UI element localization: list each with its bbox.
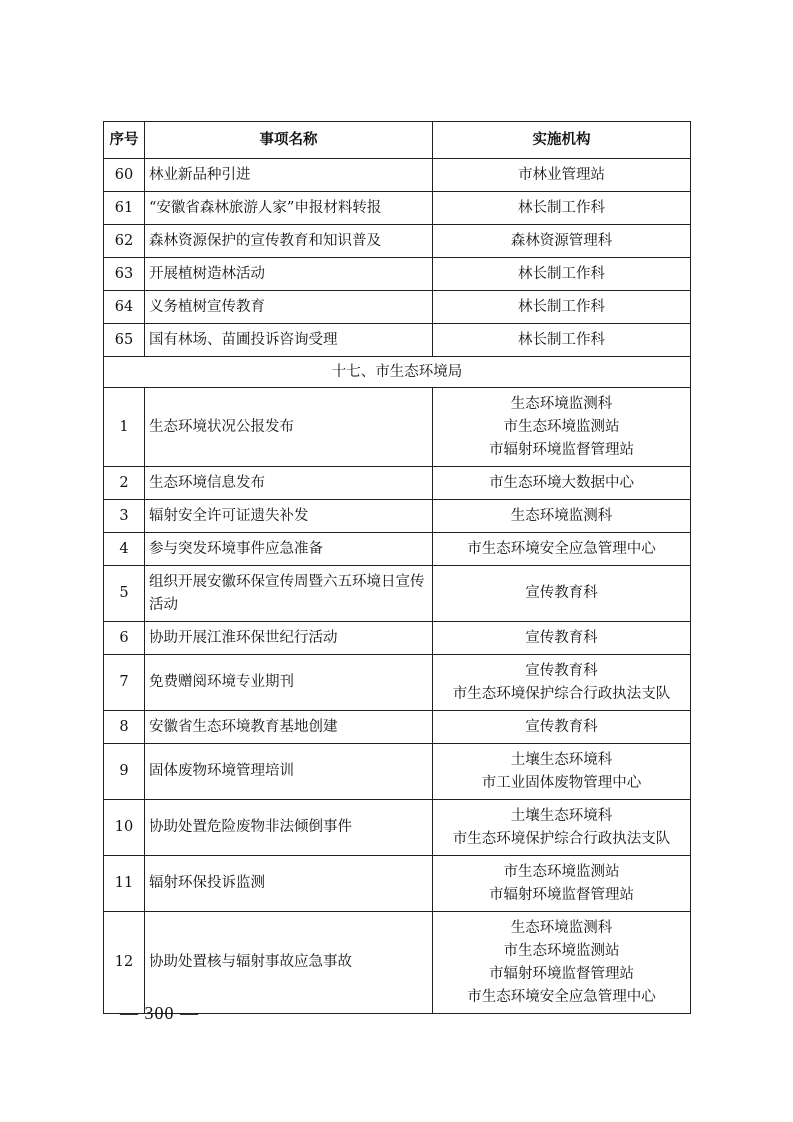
- agency-line: 市林业管理站: [518, 166, 605, 183]
- row-agency: [433, 744, 691, 800]
- row-item-name: 组织开展安徽环保宣传周暨六五环境日宣传活动: [145, 566, 433, 622]
- row-item-name: “安徽省森林旅游人家”申报材料转报: [145, 192, 433, 225]
- row-number: 7: [104, 655, 145, 711]
- row-agency: [433, 258, 691, 291]
- agency-line: 市生态环境监测站: [503, 942, 620, 959]
- row-agency: [433, 291, 691, 324]
- table-row: [104, 711, 691, 744]
- row-agency: [433, 192, 691, 225]
- row-number: 6: [104, 622, 145, 655]
- row-item-name: 国有林场、苗圃投诉咨询受理: [145, 324, 433, 357]
- row-item-name: 义务植树宣传教育: [145, 291, 433, 324]
- agency-line: 宣传教育科: [525, 662, 598, 679]
- table-row: [104, 291, 691, 324]
- table-body-bottom: [104, 388, 691, 1014]
- row-item-name: 免费赠阅环境专业期刊: [145, 655, 433, 711]
- table-row: [104, 159, 691, 192]
- agency-line: 林长制工作科: [518, 331, 605, 348]
- row-item-name: 安徽省生态环境教育基地创建: [145, 711, 433, 744]
- agency-line: 土壤生态环境科: [510, 751, 613, 768]
- header-implementing-agency: 实施机构: [433, 122, 691, 159]
- row-item-name: 辐射安全许可证遗失补发: [145, 500, 433, 533]
- agency-line: 市生态环境监测站: [503, 863, 620, 880]
- section-title: 十七、市生态环境局: [104, 357, 691, 388]
- agency-line: 宣传教育科: [525, 629, 598, 646]
- section-row: [104, 357, 691, 388]
- row-number: 60: [104, 159, 145, 192]
- agency-line: 宣传教育科: [525, 718, 598, 735]
- agency-line: 林长制工作科: [518, 298, 605, 315]
- agency-line: 土壤生态环境科: [510, 807, 613, 824]
- row-item-name: 辐射环保投诉监测: [145, 856, 433, 912]
- agency-line: 林长制工作科: [518, 199, 605, 216]
- row-number: 4: [104, 533, 145, 566]
- table-row: [104, 324, 691, 357]
- row-number: 12: [104, 912, 145, 1014]
- row-number: 61: [104, 192, 145, 225]
- table-header-row: [104, 122, 691, 159]
- table-row: [104, 388, 691, 467]
- row-item-name: 协助处置核与辐射事故应急事故: [145, 912, 433, 1014]
- table-row: [104, 800, 691, 856]
- row-agency: [433, 500, 691, 533]
- agency-line: 生态环境监测科: [510, 507, 613, 524]
- table-row: [104, 856, 691, 912]
- row-item-name: 协助开展江淮环保世纪行活动: [145, 622, 433, 655]
- row-number: 2: [104, 467, 145, 500]
- row-item-name: 协助处置危险废物非法倾倒事件: [145, 800, 433, 856]
- agency-line: 市生态环境监测站: [503, 418, 620, 435]
- agency-line: 森林资源管理科: [510, 232, 613, 249]
- table-row: [104, 467, 691, 500]
- row-number: 9: [104, 744, 145, 800]
- table-body-top: [104, 159, 691, 357]
- row-agency: [433, 533, 691, 566]
- row-agency: [433, 912, 691, 1014]
- row-number: 63: [104, 258, 145, 291]
- row-agency: [433, 622, 691, 655]
- row-agency: [433, 324, 691, 357]
- row-agency: [433, 655, 691, 711]
- agency-line: 宣传教育科: [525, 585, 598, 601]
- page-number: — 300 —: [120, 1003, 199, 1023]
- row-item-name: 开展植树造林活动: [145, 258, 433, 291]
- agency-line: 生态环境监测科: [510, 919, 613, 936]
- row-number: 10: [104, 800, 145, 856]
- row-agency: [433, 711, 691, 744]
- row-number: 11: [104, 856, 145, 912]
- agency-line: 林长制工作科: [518, 265, 605, 282]
- table-row: [104, 500, 691, 533]
- table-row: [104, 258, 691, 291]
- row-number: 3: [104, 500, 145, 533]
- agency-line: 市辐射环境监督管理站: [489, 441, 634, 458]
- table-row: [104, 912, 691, 1014]
- header-number: 序号: [104, 122, 145, 159]
- row-agency: [433, 566, 691, 622]
- agency-line: 市辐射环境监督管理站: [489, 886, 634, 903]
- agency-line: 市生态环境保护综合行政执法支队: [452, 685, 671, 702]
- row-number: 5: [104, 566, 145, 622]
- table-row: [104, 533, 691, 566]
- row-number: 62: [104, 225, 145, 258]
- row-agency: [433, 388, 691, 467]
- table-row: [104, 744, 691, 800]
- agency-line: 市生态环境安全应急管理中心: [467, 988, 656, 1005]
- row-number: 1: [104, 388, 145, 467]
- table-row: [104, 622, 691, 655]
- agency-line: 市工业固体废物管理中心: [481, 774, 642, 791]
- row-agency: [433, 225, 691, 258]
- row-item-name: 生态环境状况公报发布: [145, 388, 433, 467]
- table-row: [104, 192, 691, 225]
- row-agency: [433, 467, 691, 500]
- row-item-name: 生态环境信息发布: [145, 467, 433, 500]
- table-row: [104, 225, 691, 258]
- header-item-name: 事项名称: [145, 122, 433, 159]
- row-item-name: 参与突发环境事件应急准备: [145, 533, 433, 566]
- row-number: 65: [104, 324, 145, 357]
- agency-line: 生态环境监测科: [510, 395, 613, 412]
- row-agency: [433, 800, 691, 856]
- row-number: 64: [104, 291, 145, 324]
- table-row: [104, 655, 691, 711]
- row-item-name: 森林资源保护的宣传教育和知识普及: [145, 225, 433, 258]
- agency-line: 市生态环境保护综合行政执法支队: [452, 830, 671, 847]
- items-table: [103, 121, 691, 1014]
- row-item-name: 林业新品种引进: [145, 159, 433, 192]
- agency-line: 市生态环境安全应急管理中心: [467, 540, 656, 557]
- row-item-name: 固体废物环境管理培训: [145, 744, 433, 800]
- row-agency: [433, 856, 691, 912]
- agency-line: 市生态环境大数据中心: [489, 474, 634, 491]
- row-number: 8: [104, 711, 145, 744]
- table-row: [104, 566, 691, 622]
- row-agency: [433, 159, 691, 192]
- agency-line: 市辐射环境监督管理站: [489, 965, 634, 982]
